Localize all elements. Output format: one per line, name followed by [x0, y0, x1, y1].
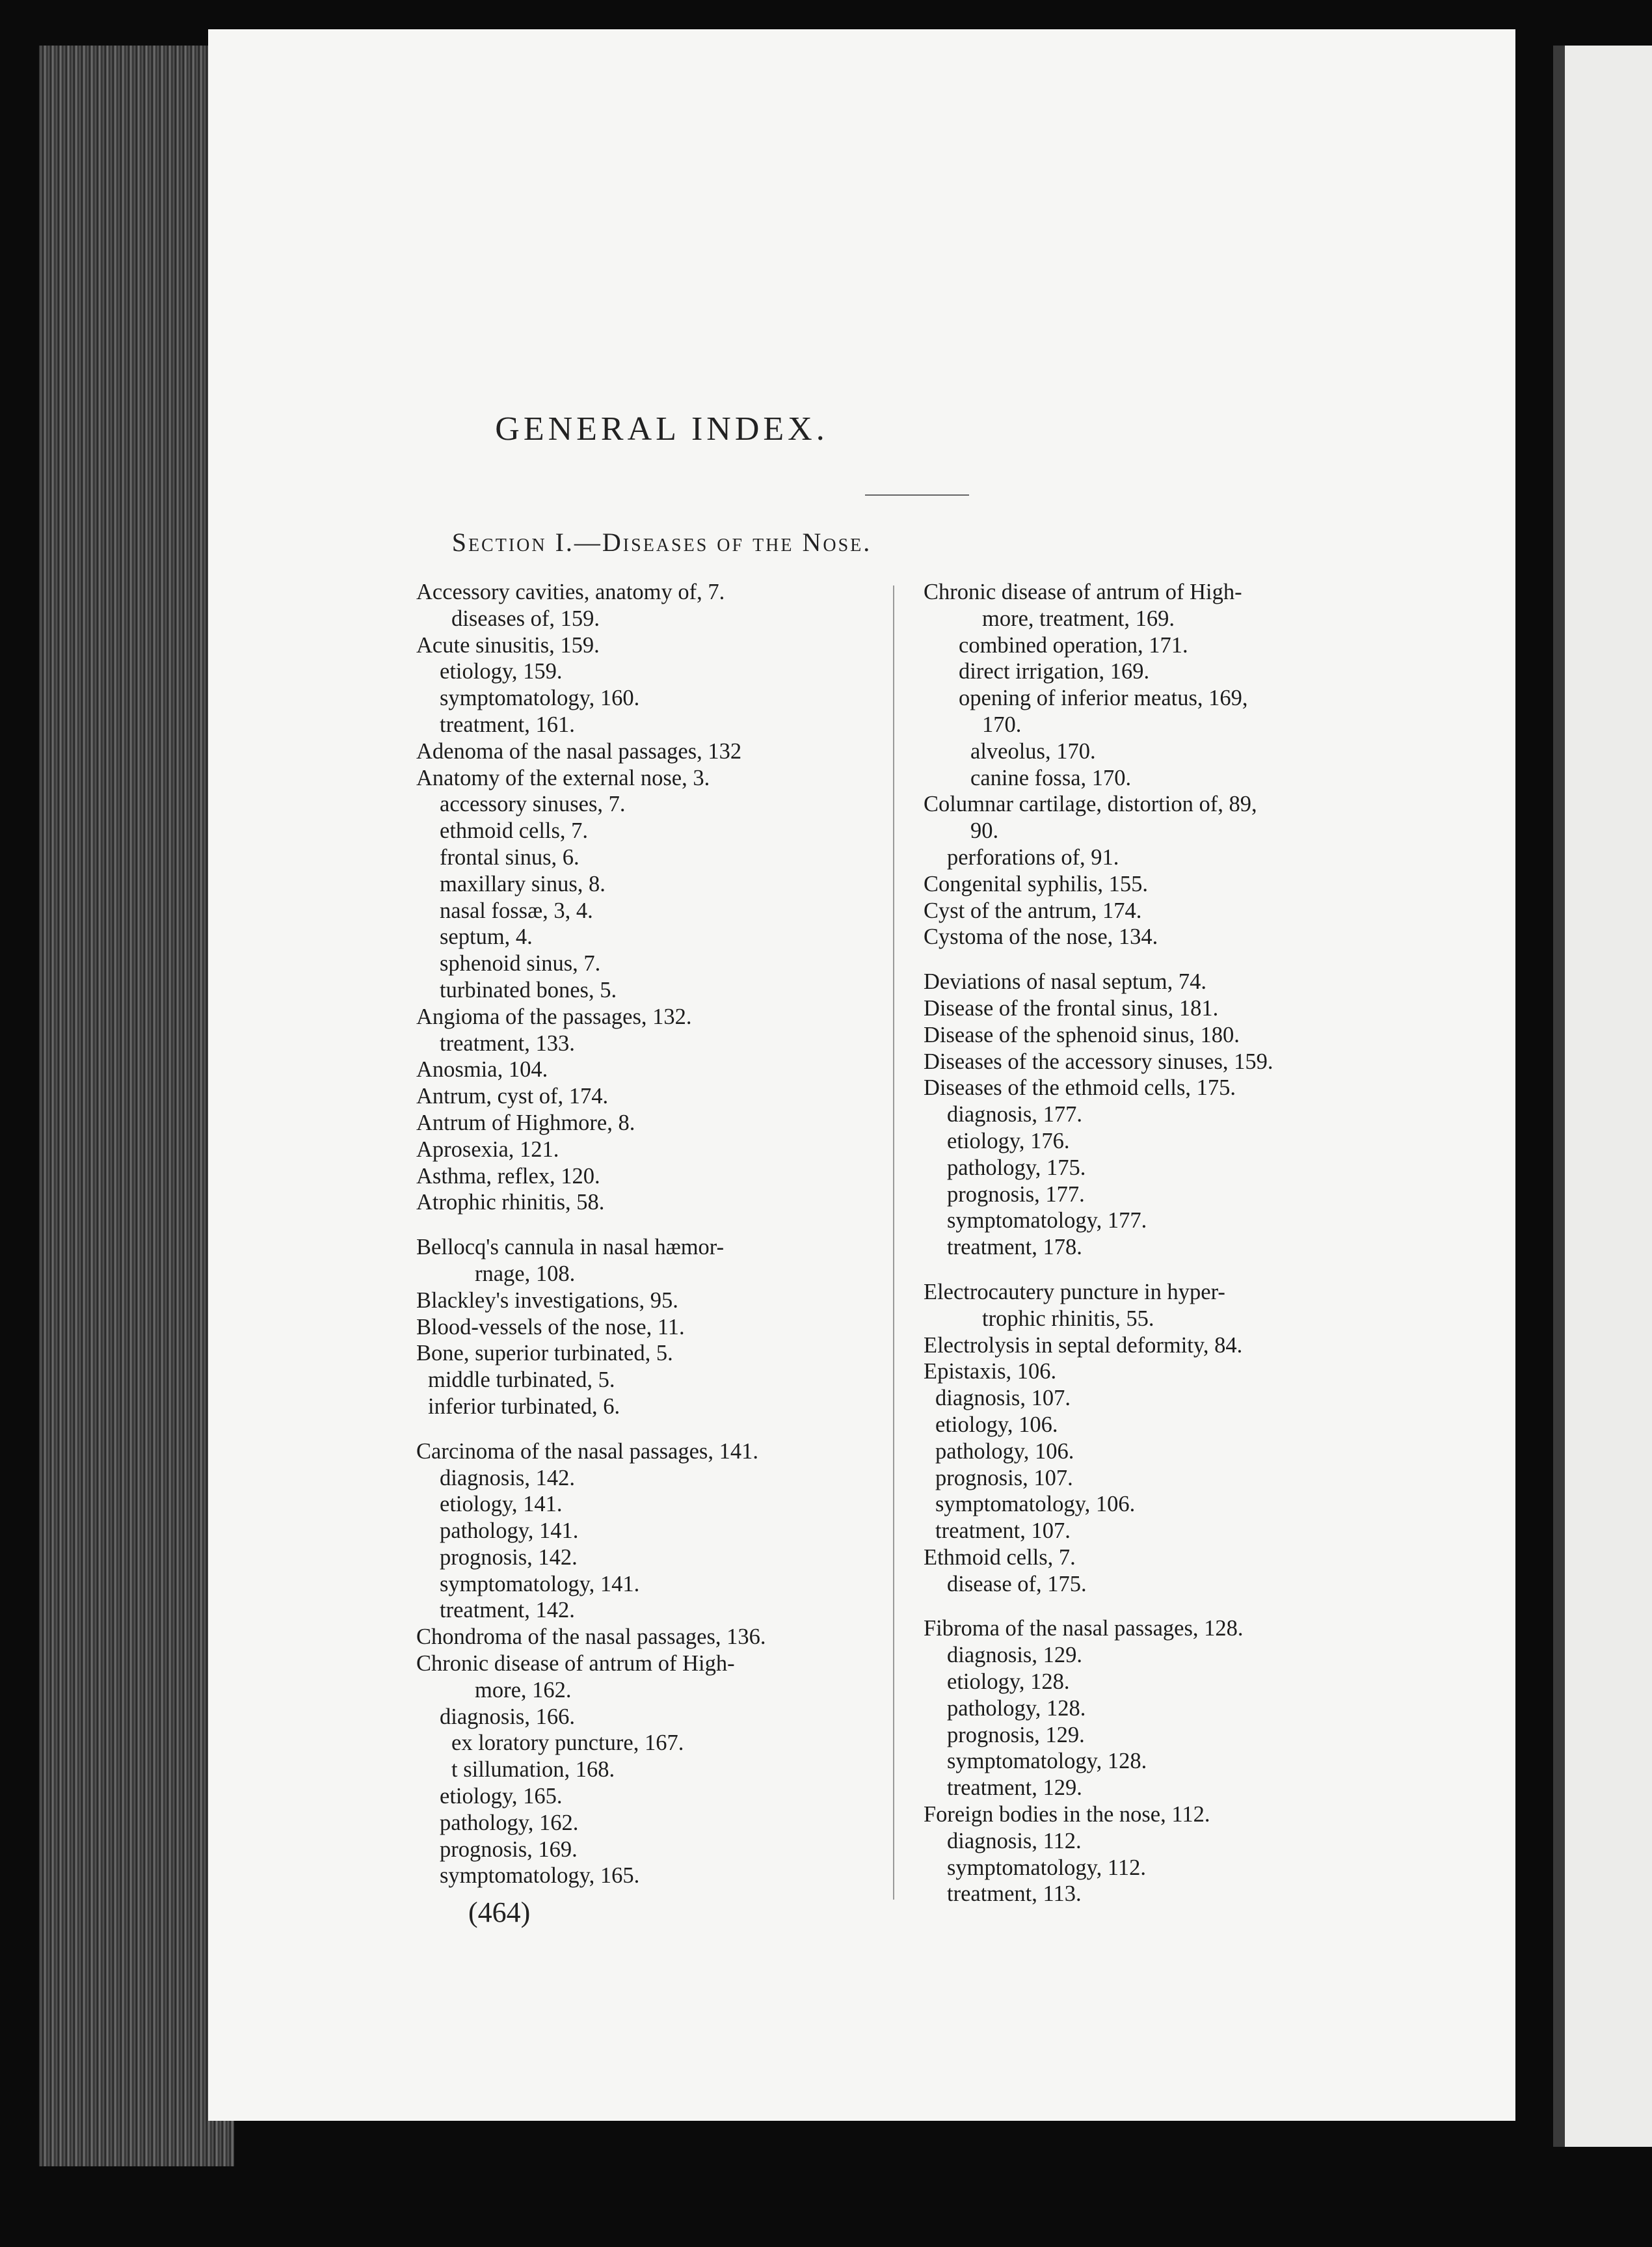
- index-entry: Blackley's investigations, 95.: [416, 1287, 678, 1313]
- index-subentry: symptomatology, 128.: [947, 1749, 1147, 1774]
- index-entry: Chronic disease of antrum of High-: [416, 1651, 735, 1676]
- index-entry: Adenoma of the nasal passages, 132: [416, 738, 742, 764]
- index-entry: Ethmoid cells, 7.: [924, 1544, 1076, 1570]
- index-entry: Chronic disease of antrum of High-: [924, 580, 1242, 604]
- index-entry: Angioma of the passages, 132.: [416, 1004, 692, 1029]
- index-subentry: pathology, 175.: [947, 1155, 1086, 1180]
- index-subentry: maxillary sinus, 8.: [440, 871, 606, 896]
- index-subentry: etiology, 165.: [440, 1784, 563, 1809]
- index-subentry: inferior turbinated, 6.: [428, 1393, 620, 1419]
- index-subentry: symptomatology, 106.: [935, 1492, 1136, 1517]
- index-subentry: prognosis, 129.: [947, 1722, 1085, 1747]
- index-entry: Cystoma of the nose, 134.: [924, 924, 1158, 950]
- index-subentry: treatment, 129.: [947, 1775, 1082, 1801]
- index-entry: Diseases of the accessory sinuses, 159.: [924, 1049, 1273, 1074]
- index-subentry: more, 162.: [475, 1677, 572, 1702]
- index-subentry: treatment, 113.: [947, 1881, 1082, 1907]
- index-entry: Aprosexia, 121.: [416, 1137, 559, 1162]
- index-subentry: etiology, 106.: [935, 1412, 1058, 1437]
- index-entry: Chondroma of the nasal passages, 136.: [416, 1624, 766, 1650]
- index-entry: Diseases of the ethmoid cells, 175.: [924, 1075, 1236, 1101]
- index-subentry: prognosis, 107.: [935, 1465, 1073, 1490]
- index-entry: Foreign bodies in the nose, 112.: [924, 1802, 1210, 1827]
- index-subentry: middle turbinated, 5.: [428, 1367, 615, 1393]
- index-entry: Columnar cartilage, distortion of, 89,: [924, 792, 1257, 817]
- index-subentry: rnage, 108.: [475, 1261, 576, 1286]
- index-entry: Anatomy of the external nose, 3.: [416, 765, 710, 790]
- index-subentry: 170.: [982, 712, 1022, 737]
- index-subentry: more, treatment, 169.: [982, 606, 1175, 631]
- index-subentry: symptomatology, 160.: [440, 686, 640, 711]
- index-subentry: prognosis, 169.: [440, 1837, 578, 1862]
- index-entry: Antrum, cyst of, 174.: [416, 1084, 609, 1109]
- index-subentry: pathology, 128.: [947, 1695, 1086, 1721]
- index-entry: Fibroma of the nasal passages, 128.: [924, 1616, 1244, 1641]
- index-entry: Deviations of nasal septum, 74.: [924, 969, 1207, 995]
- index-entry: Disease of the frontal sinus, 181.: [924, 995, 1219, 1021]
- index-subentry: treatment, 178.: [947, 1235, 1082, 1260]
- index-entry: Atrophic rhinitis, 58.: [416, 1190, 605, 1215]
- index-entry: Electrocautery puncture in hyper-: [924, 1279, 1225, 1304]
- index-subentry: prognosis, 142.: [440, 1544, 578, 1570]
- index-subentry: symptomatology, 112.: [947, 1855, 1147, 1880]
- index-subentry: direct irrigation, 169.: [959, 659, 1150, 684]
- index-subentry: nasal fossæ, 3, 4.: [440, 898, 593, 923]
- index-subentry: etiology, 128.: [947, 1669, 1070, 1695]
- index-subentry: treatment, 107.: [935, 1518, 1071, 1544]
- index-subentry: perforations of, 91.: [947, 844, 1119, 870]
- index-entry: Bellocq's cannula in nasal hæmor-: [416, 1235, 725, 1260]
- index-subentry: diseases of, 159.: [451, 606, 600, 631]
- entry-group-gap: [924, 950, 1392, 969]
- index-subentry: etiology, 176.: [947, 1128, 1070, 1153]
- index-subentry: diagnosis, 166.: [440, 1704, 575, 1729]
- entry-group-gap: [924, 1261, 1392, 1279]
- title-rule: [865, 494, 969, 496]
- index-entry: Carcinoma of the nasal passages, 141.: [416, 1438, 758, 1464]
- column-divider: [893, 585, 894, 1900]
- index-subentry: 90.: [970, 818, 999, 844]
- index-subentry: disease of, 175.: [947, 1571, 1087, 1596]
- index-subentry: ethmoid cells, 7.: [440, 818, 589, 844]
- index-subentry: alveolus, 170.: [970, 738, 1096, 764]
- index-subentry: frontal sinus, 6.: [440, 844, 580, 870]
- index-subentry: combined operation, 171.: [959, 632, 1188, 658]
- index-entry: Asthma, reflex, 120.: [416, 1163, 600, 1189]
- index-subentry: opening of inferior meatus, 169,: [959, 686, 1248, 711]
- index-subentry: treatment, 133.: [440, 1030, 575, 1056]
- index-subentry: diagnosis, 177.: [947, 1102, 1082, 1127]
- page-number: (464): [468, 1896, 531, 1928]
- entry-group-gap: [416, 1420, 885, 1438]
- index-subentry: trophic rhinitis, 55.: [982, 1306, 1154, 1331]
- index-subentry: canine fossa, 170.: [970, 765, 1132, 790]
- entry-group-gap: [416, 1216, 885, 1234]
- index-entry: Bone, superior turbinated, 5.: [416, 1341, 673, 1366]
- index-entry: Epistaxis, 106.: [924, 1359, 1057, 1384]
- index-entry: Accessory cavities, anatomy of, 7.: [416, 580, 725, 604]
- index-subentry: etiology, 159.: [440, 659, 563, 684]
- index-entry: Anosmia, 104.: [416, 1057, 548, 1083]
- section-heading: Section I.—Diseases of the Nose.: [451, 528, 872, 557]
- index-subentry: treatment, 142.: [440, 1598, 575, 1623]
- index-subentry: pathology, 106.: [935, 1438, 1074, 1464]
- index-subentry: symptomatology, 165.: [440, 1863, 640, 1889]
- index-subentry: pathology, 141.: [440, 1518, 579, 1544]
- index-subentry: septum, 4.: [440, 924, 533, 950]
- index-subentry: pathology, 162.: [440, 1810, 579, 1835]
- entry-group-gap: [924, 1597, 1392, 1615]
- book-page-edges: [39, 46, 234, 2166]
- index-subentry: diagnosis, 129.: [947, 1643, 1082, 1668]
- index-subentry: accessory sinuses, 7.: [440, 792, 626, 817]
- index-entry: Congenital syphilis, 155.: [924, 871, 1148, 896]
- index-subentry: t sillumation, 168.: [451, 1757, 615, 1783]
- index-subentry: etiology, 141.: [440, 1492, 563, 1517]
- index-entry: Cyst of the antrum, 174.: [924, 898, 1142, 923]
- index-subentry: symptomatology, 177.: [947, 1208, 1147, 1233]
- index-entry: Disease of the sphenoid sinus, 180.: [924, 1022, 1240, 1047]
- index-subentry: diagnosis, 107.: [935, 1386, 1071, 1411]
- index-entry: Electrolysis in septal deformity, 84.: [924, 1332, 1243, 1358]
- index-subentry: ex loratory puncture, 167.: [451, 1730, 684, 1756]
- index-entry: Blood-vessels of the nose, 11.: [416, 1314, 685, 1339]
- index-subentry: diagnosis, 112.: [947, 1828, 1082, 1853]
- index-subentry: prognosis, 177.: [947, 1181, 1085, 1207]
- index-subentry: sphenoid sinus, 7.: [440, 951, 601, 976]
- index-subentry: symptomatology, 141.: [440, 1571, 640, 1596]
- index-column-right: [924, 579, 1392, 1907]
- facing-page-edge: [1553, 46, 1652, 2147]
- index-entry: Antrum of Highmore, 8.: [416, 1110, 635, 1135]
- index-subentry: treatment, 161.: [440, 712, 575, 737]
- index-entry: Acute sinusitis, 159.: [416, 632, 600, 658]
- index-subentry: diagnosis, 142.: [440, 1465, 575, 1490]
- page-title: GENERAL INDEX.: [495, 410, 829, 448]
- index-column-left: [416, 579, 885, 1889]
- index-subentry: turbinated bones, 5.: [440, 977, 617, 1002]
